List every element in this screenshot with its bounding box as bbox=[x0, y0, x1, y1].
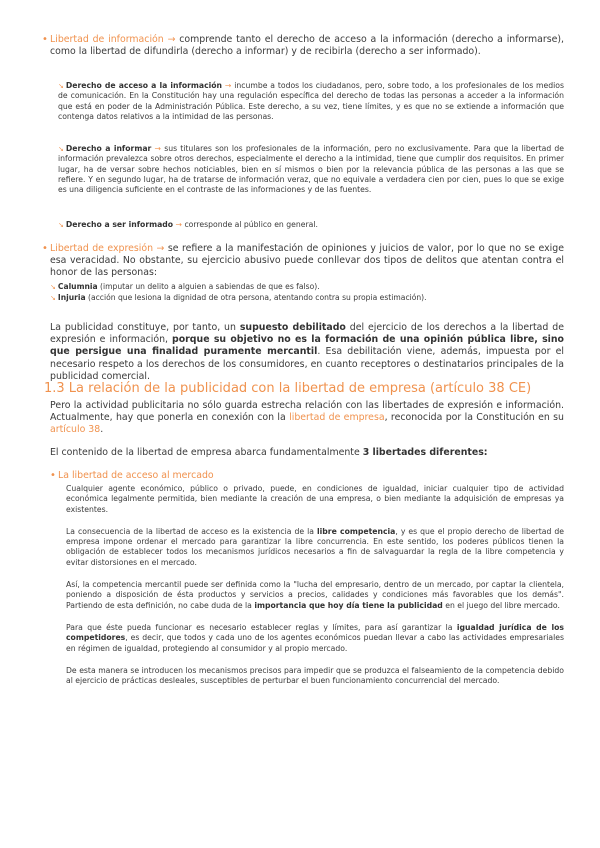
paragraph-intro bbox=[50, 400, 564, 437]
term-articulo-38: artículo 38 bbox=[50, 424, 101, 436]
paragraph: Libertad de información → comprende tanto el derecho de acceso a la información (derecho a informarse), como la libertad de difundirla (derecho a informar) y de recibirla (derecho a ser informado). bbox=[50, 34, 564, 58]
term-libertad-informacion: Libertad de información bbox=[50, 34, 164, 45]
arrow-icon: → bbox=[224, 81, 232, 90]
bullet-libertad-informacion bbox=[42, 34, 564, 58]
term-libertad-empresa: libertad de empresa bbox=[289, 412, 385, 424]
paragraph-contenido bbox=[50, 447, 564, 459]
sub-derecho-acceso bbox=[58, 81, 564, 122]
paragraph: Libertad de expresión → se refiere a la manifestación de opiniones y juicios de valor, por lo que no se exige esa veracidad. No obstante, su ejercicio abusivo puede conllevar dos tipos de delitos que atentan contra el honor de las personas: bbox=[50, 243, 564, 279]
arrow-icon: → bbox=[167, 34, 176, 45]
item-calumnia: ↘ Calumnia (imputar un delito a alguien a sabiendas de que es falso). bbox=[50, 281, 320, 291]
check-icon: ↘ bbox=[50, 293, 56, 302]
term-libertad-expresion: Libertad de expresión bbox=[50, 243, 154, 254]
paragraph: De esta manera se introducen los mecanismos precisos para impedir que se produzca el falseamiento de la competencia debido al ejercicio de prácticas desleales, susceptibles de perturbar el buen funcionamiento concurrencial del mercado. bbox=[66, 665, 564, 686]
paragraph: Cualquier agente económico, público o privado, puede, en condiciones de igualdad, iniciar cualquier tipo de actividad económica legalmente permitida, bien mediante la creación de una empresa, o bien mediante la adquisición de empresas ya existentes. bbox=[66, 484, 564, 514]
bullet-icon: • bbox=[50, 470, 56, 481]
subsection-title: La libertad de acceso al mercado bbox=[58, 470, 214, 481]
check-icon: ↘ bbox=[58, 82, 64, 90]
bullet-acceso-mercado bbox=[50, 470, 564, 482]
arrow-icon: → bbox=[154, 144, 161, 153]
paragraph: Pero la actividad publicitaria no sólo guarda estrecha relación con las libertades de expresión e información. Actualmente, hay que ponerla en conexión con la libertad de empresa, reconocida por la Constitución en su artículo 38. bbox=[50, 400, 564, 436]
check-icon: ↘ bbox=[58, 145, 64, 153]
paragraph: El contenido de la libertad de empresa abarca fundamentalmente 3 libertades diferentes: bbox=[50, 447, 488, 458]
sub-derecho-ser-informado bbox=[58, 220, 564, 230]
paragraph: ↘ Derecho a informar → sus titulares son los profesionales de la información, pero no exclusivamente. Para que la libertad de información prevalezca sobre otros derechos, especialmente el derecho a la intimidad, tiene que cumplir dos requisitos. En primer lugar, ha de versar sobre hechos noticiables, bien en sí mismos o bien por la relevancia pública de las personas a las que se refiere. Y en segundo lugar, ha de tratarse de información veraz, que no equivale a verdadera cien por cien, pues lo que se exige es una diligencia suficiente en el contraste de las informaciones y de las fuentes. bbox=[58, 144, 565, 195]
arrow-icon: → bbox=[175, 220, 182, 229]
paragraph-publicidad bbox=[50, 322, 564, 383]
check-icon: ↘ bbox=[50, 282, 56, 291]
paragraph: Así, la competencia mercantil puede ser definida como la "lucha del empresario, dentro de un mercado, por captar la clientela, poniendo a disposición de ésta productos y servicios a precios, calidades y condiciones más favorables que los demás". Partiendo de esta definición, no cabe duda de la importancia que hoy día tiene la publicidad en el juego del libre mercado. bbox=[66, 580, 564, 610]
arrow-icon: → bbox=[156, 243, 165, 254]
paragraph: ↘ Derecho a ser informado → corresponde al público en general. bbox=[58, 220, 318, 229]
paragraph: La consecuencia de la libertad de acceso es la existencia de la libre competencia, y es que el propio derecho de libertad de empresa impone ordenar el mercado para garantizar la libre concurrencia. En este sentido, los poderes públicos tienen la obligación de establecer todos los mecanismos jurídicos necesarios a fin de salvaguardar la regla de la libre competencia y evitar distorsiones en el mercado. bbox=[66, 526, 564, 567]
bullet-libertad-expresion bbox=[42, 243, 564, 303]
item-injuria: ↘ Injuria (acción que lesiona la dignidad de otra persona, atentando contra su propia estimación). bbox=[50, 292, 427, 302]
bullet-icon: • bbox=[42, 34, 48, 45]
section-heading: 1.3 La relación de la publicidad con la libertad de empresa (artículo 38 CE) bbox=[44, 381, 532, 396]
acceso-body bbox=[66, 484, 564, 686]
sub-derecho-informar bbox=[58, 144, 564, 195]
bullet-icon: • bbox=[42, 243, 48, 254]
check-icon: ↘ bbox=[58, 221, 64, 229]
paragraph: La publicidad constituye, por tanto, un supuesto debilitado del ejercicio de los derechos a la libertad de expresión e información, porque su objetivo no es la formación de una opinión pública libre, sino que persigue una finalidad puramente mercantil. Esa debilitación viene, además, impuesta por el necesario respeto a los derechos de los consumidores, en cuanto receptores o destinatarios principales de la publicidad comercial. bbox=[50, 322, 565, 382]
paragraph: Para que éste pueda funcionar es necesario establecer reglas y límites, para así garantizar la igualdad jurídica de los competidores, es decir, que todos y cada uno de los agentes económicos puedan llevar a cabo las actividades empresariales en régimen de igualdad, protegiendo al consumidor y al propio mercado. bbox=[66, 622, 564, 653]
paragraph: ↘ Derecho de acceso a la información → incumbe a todos los ciudadanos, pero, sobre todo, a los profesionales de los medios de comunicación. En la Constitución hay una regulación específica del derecho de todas las personas a acceder a la información que está en poder de la Administración Pública. Este derecho, a su vez, tiene límites, y es que no se extiende a información que contenga datos relativos a la intimidad de las personas. bbox=[58, 81, 564, 121]
